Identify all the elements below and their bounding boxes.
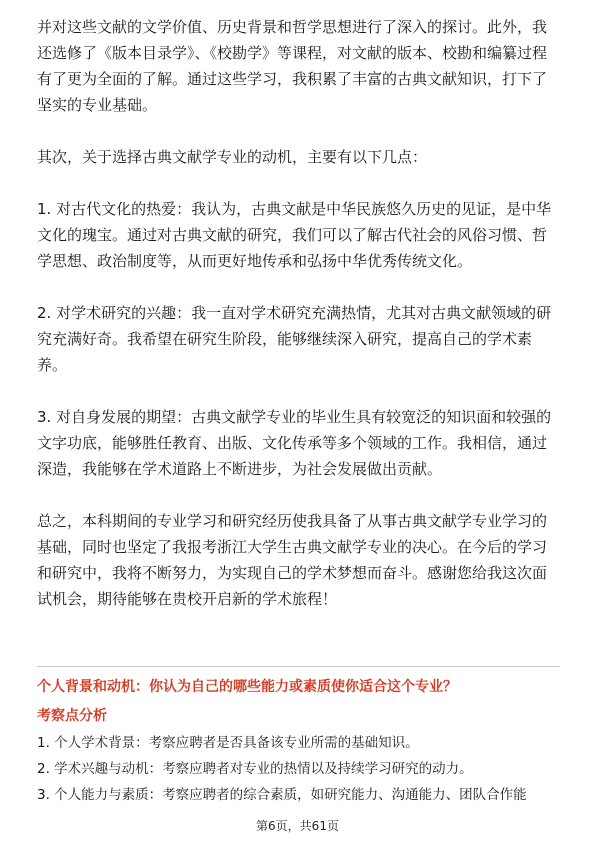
analysis-list: [37, 730, 567, 808]
page-footer: 第6页，共61页: [256, 819, 339, 833]
paragraph: 3. 对自身发展的期望：古典文献学专业的毕业生具有较宽泛的知识面和较强的文字功底，能够胜任教育、出版、文化传承等多个领域的工作。我相信，通过深造，我能够在学术道路上不断进步，为社会发展做出贡献。: [37, 408, 552, 478]
analysis-item: 1. 个人学术背景：考察应聘者是否具备该专业所需的基础知识。: [37, 735, 419, 751]
analysis-heading: 考察点分析: [37, 708, 107, 724]
section-divider: [37, 666, 560, 667]
paragraph: 并对这些文献的文学价值、历史背景和哲学思想进行了深入的探讨。此外，我还选修了《版本目录学》、《校勘学》等课程，对文献的版本、校勘和编纂过程有了更为全面的了解。通过这些学习，我积累了丰富的古典文献知识，打下了坚实的专业基础。: [37, 18, 548, 114]
analysis-item: 2. 学术兴趣与动机：考察应聘者对专业的热情以及持续学习研究的动力。: [37, 761, 473, 777]
main-text: [37, 14, 560, 612]
paragraph: 1. 对古代文化的热爱：我认为，古典文献是中华民族悠久历史的见证，是中华文化的瑰宝。通过对古典文献的研究，我们可以了解古代社会的风俗习惯、哲学思想、政治制度等，从而更好地传承和弘扬中华优秀传统文化。: [37, 200, 552, 270]
interview-question: 个人背景和动机：你认为自己的哪些能力或素质使你适合这个专业？: [37, 679, 457, 695]
analysis-item: 3. 个人能力与素质：考察应聘者的综合素质，如研究能力、沟通能力、团队合作能: [37, 787, 527, 803]
paragraph: 其次，关于选择古典文献学专业的动机，主要有以下几点：: [37, 148, 428, 166]
paragraph: 2. 对学术研究的兴趣：我一直对学术研究充满热情，尤其对古典文献领域的研究充满好奇。我希望在研究生阶段，能够继续深入研究，提高自己的学术素养。: [37, 304, 552, 374]
paragraph: 总之，本科期间的专业学习和研究经历使我具备了从事古典文献学专业学习的基础，同时也坚定了我报考浙江大学生古典文献学专业的决心。在今后的学习和研究中，我将不断努力，为实现自己的学术梦想而奋斗。感谢您给我这次面试机会，期待能够在贵校开启新的学术旅程！: [37, 512, 548, 608]
